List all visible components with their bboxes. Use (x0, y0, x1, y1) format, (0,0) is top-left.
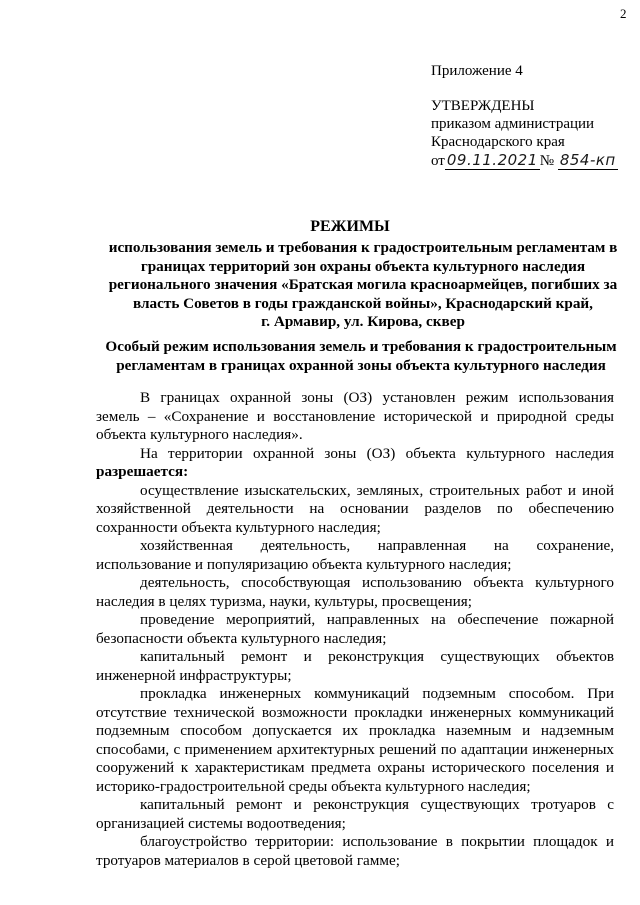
document-title: РЕЖИМЫ (310, 218, 390, 235)
approval-block (431, 62, 618, 170)
list-item: осуществление изыскательских, земляных, строительных работ и иной хозяйственной деятельности на основании разделов по обеспечению сохранности объекта культурного наследия; (96, 481, 614, 536)
list-item: прокладка инженерных коммуникаций подземным способом. При отсутствие технической возможности прокладки инженерных коммуникаций подземным способом допускается их прокладка наземным и надземным способами, с применением архитектурных решений по адаптации инженерных сооружений к характеристикам предмета охраны исторического поселения и историко-градостроительной среды объекта культурного наследия; (96, 685, 614, 795)
handwritten-date: 09.11.2021 (446, 151, 538, 169)
order-line-1: приказом администрации (431, 116, 595, 132)
list-item: капитальный ремонт и реконструкция существующих объектов инженерной инфраструктуры; (96, 648, 614, 684)
subtitle-line: границах территорий зон охраны объекта культурного наследия (140, 257, 586, 275)
intro-paragraph: В границах охранной зоны (ОЗ) установлен режим использования земель – «Сохранение и восстановление исторической и природной среды объекта культурного наследия». (96, 389, 614, 443)
allowed-paragraph (96, 445, 614, 482)
subtitle-line: использования земель и требования к градостроительным регламентам в (108, 239, 618, 256)
order-date-number (431, 151, 618, 170)
subtitle-line: регионального значения «Братская могила красноармейцев, погибших за (108, 276, 618, 293)
list-item: капитальный ремонт и реконструкция существующих тротуаров с организацией системы водоотведения; (96, 796, 614, 832)
section-title (96, 338, 626, 375)
date-prefix: от (431, 153, 445, 169)
list-item: проведение мероприятий, направленных на обеспечение пожарной безопасности объекта культурного наследия; (96, 611, 614, 647)
subtitle-line: г. Армавир, ул. Кирова, сквер (261, 313, 465, 330)
document-body (96, 389, 614, 870)
number-prefix: № (539, 153, 555, 169)
appendix-label: Приложение 4 (431, 63, 523, 79)
subtitle-line: власть Советов в годы гражданской войны», Краснодарский край, (133, 294, 593, 312)
approved-label: УТВЕРЖДЕНЫ (431, 98, 535, 114)
allowed-intro: На территории охранной зоны (ОЗ) объекта культурного наследия (140, 444, 614, 462)
order-line-2: Краснодарского края (431, 134, 565, 150)
handwritten-number: 854-кп (559, 151, 616, 169)
section-title-line: регламентам в границах охранной зоны объекта культурного наследия (116, 356, 606, 374)
list-item: деятельность, способствующая использованию объекта культурного наследия в целях туризма, науки, культуры, просвещения; (96, 574, 614, 610)
section-title-line: Особый режим использования земель и требования к градостроительным (105, 338, 617, 355)
page-number: 2 (620, 6, 627, 21)
list-item: хозяйственная деятельность, направленная на сохранение, использование и популяризацию объекта культурного наследия; (96, 537, 614, 573)
allowed-word: разрешается: (96, 463, 189, 480)
list-item: благоустройство территории: использование в покрытии площадок и тротуаров материалов в серой цветовой гамме; (96, 833, 614, 869)
document-subtitle (98, 239, 628, 332)
